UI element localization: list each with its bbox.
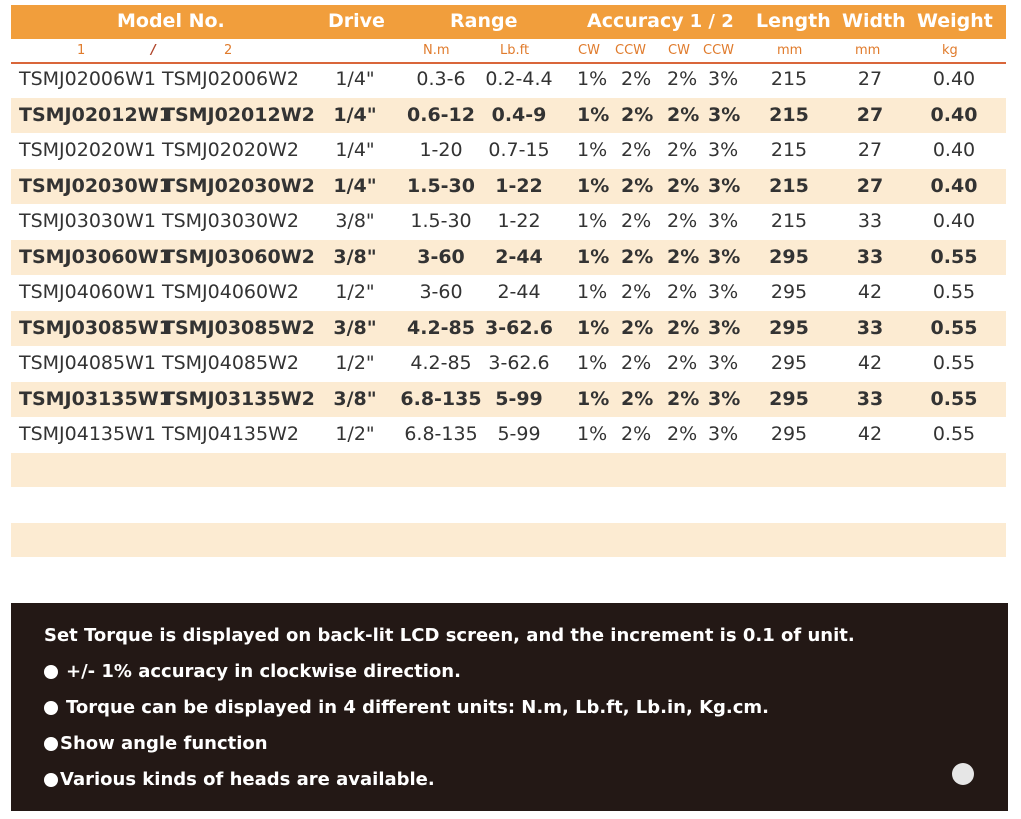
cell-width: 42	[857, 423, 883, 445]
cell-length: 295	[769, 245, 809, 268]
cell-accuracy-ccw-2: 3%	[708, 245, 741, 268]
cell-accuracy-cw-1: 1%	[577, 316, 610, 339]
cell-range-lbft: 3-62.6	[488, 352, 550, 374]
cell-drive: 1/2"	[335, 352, 375, 374]
cell-accuracy-cw-2: 2%	[667, 68, 698, 90]
subheader-cw-2: CW	[668, 43, 690, 58]
cell-accuracy-cw-1: 1%	[577, 352, 608, 374]
cell-weight: 0.40	[932, 139, 976, 161]
table-row	[11, 346, 1006, 382]
cell-model-2: TSMJ03060W2	[162, 245, 315, 268]
cell-width: 33	[856, 316, 884, 339]
cell-accuracy-ccw-1: 2%	[621, 387, 654, 410]
cell-range-lbft: 2-44	[497, 281, 541, 303]
notes-bullet-text: +/- 1% accuracy in clockwise direction.	[66, 661, 461, 682]
bullet-icon	[44, 701, 58, 715]
cell-drive: 3/8"	[333, 387, 377, 410]
notes-bullet	[44, 769, 435, 790]
cell-range-nm: 4.2-85	[410, 352, 472, 374]
cell-width: 27	[856, 103, 884, 126]
cell-accuracy-ccw-2: 3%	[708, 423, 739, 445]
header-weight: Weight	[917, 10, 993, 32]
header-model: Model No.	[117, 10, 225, 32]
header-accuracy-sub: 1 / 2	[689, 11, 734, 32]
cell-accuracy-cw-2: 2%	[667, 352, 698, 374]
cell-model-2: TSMJ02030W2	[162, 174, 315, 197]
cell-model-2: TSMJ04135W2	[162, 423, 299, 445]
cell-width: 33	[856, 387, 884, 410]
cell-accuracy-ccw-1: 2%	[621, 174, 654, 197]
cell-range-nm: 0.3-6	[416, 68, 466, 90]
cell-accuracy-cw-1: 1%	[577, 174, 610, 197]
cell-accuracy-ccw-1: 2%	[621, 352, 652, 374]
cell-accuracy-ccw-2: 3%	[708, 103, 741, 126]
cell-range-lbft: 1-22	[495, 174, 543, 197]
cell-model-1: TSMJ03085W1	[19, 316, 172, 339]
table-row	[11, 204, 1006, 240]
cell-accuracy-ccw-2: 3%	[708, 210, 739, 232]
cell-range-nm: 1.5-30	[410, 210, 472, 232]
cell-model-2: TSMJ02020W2	[162, 139, 299, 161]
cell-accuracy-ccw-1: 2%	[621, 423, 652, 445]
cell-width: 27	[857, 139, 883, 161]
cell-accuracy-cw-1: 1%	[577, 68, 608, 90]
cell-weight: 0.55	[930, 245, 978, 268]
cell-model-2: TSMJ02006W2	[162, 68, 299, 90]
cell-weight: 0.55	[930, 316, 978, 339]
notes-bullet-text: Torque can be displayed in 4 different units: N.m, Lb.ft, Lb.in, Kg.cm.	[66, 697, 770, 718]
cell-accuracy-cw-2: 2%	[667, 423, 698, 445]
table-row	[11, 169, 1006, 205]
cell-weight: 0.55	[932, 423, 976, 445]
table-subheader	[11, 40, 1006, 64]
cell-accuracy-cw-1: 1%	[577, 281, 608, 303]
cell-accuracy-cw-1: 1%	[577, 103, 610, 126]
cell-accuracy-ccw-1: 2%	[621, 68, 652, 90]
cell-accuracy-ccw-2: 3%	[708, 352, 739, 374]
cell-length: 215	[770, 210, 808, 232]
cell-accuracy-cw-2: 2%	[667, 387, 700, 410]
cell-weight: 0.40	[932, 68, 976, 90]
cell-accuracy-ccw-2: 3%	[708, 68, 739, 90]
cell-accuracy-ccw-2: 3%	[708, 387, 741, 410]
subheader-slash: /	[151, 43, 156, 58]
table-row	[11, 133, 1006, 169]
cell-accuracy-cw-1: 1%	[577, 210, 608, 232]
table-row	[11, 275, 1006, 311]
cell-accuracy-ccw-2: 3%	[708, 139, 739, 161]
cell-drive: 1/4"	[333, 174, 377, 197]
notes-bullet	[44, 733, 268, 754]
cell-drive: 1/4"	[335, 68, 375, 90]
cell-drive: 1/4"	[333, 103, 377, 126]
cell-width: 27	[857, 68, 883, 90]
cell-model-1: TSMJ02020W1	[19, 139, 156, 161]
cell-model-1: TSMJ04135W1	[19, 423, 156, 445]
cell-length: 215	[769, 103, 809, 126]
cell-model-1: TSMJ03030W1	[19, 210, 156, 232]
cell-accuracy-cw-2: 2%	[667, 103, 700, 126]
cell-width: 27	[856, 174, 884, 197]
cell-accuracy-cw-2: 2%	[667, 245, 700, 268]
notes-bullet-text: Various kinds of heads are available.	[60, 769, 435, 790]
cell-model-2: TSMJ03135W2	[162, 387, 315, 410]
empty-row	[11, 453, 1006, 487]
subheader-model-2: 2	[224, 43, 233, 58]
notes-intro: Set Torque is displayed on back-lit LCD screen, and the increment is 0.1 of unit.	[44, 625, 855, 646]
header-accuracy-label: Accuracy	[587, 10, 684, 32]
subheader-lbft: Lb.ft	[500, 43, 530, 58]
bullet-icon	[44, 665, 58, 679]
bullet-icon	[44, 773, 58, 787]
cell-weight: 0.40	[930, 174, 978, 197]
cell-width: 33	[857, 210, 883, 232]
cell-accuracy-ccw-1: 2%	[621, 103, 654, 126]
cell-weight: 0.40	[932, 210, 976, 232]
cell-model-2: TSMJ04060W2	[162, 281, 299, 303]
cell-accuracy-cw-2: 2%	[667, 316, 700, 339]
cell-model-1: TSMJ02030W1	[19, 174, 172, 197]
cell-range-nm: 6.8-135	[400, 387, 482, 410]
cell-drive: 1/4"	[335, 139, 375, 161]
table-row	[11, 311, 1006, 347]
subheader-cw-1: CW	[578, 43, 600, 58]
cell-range-lbft: 0.7-15	[488, 139, 550, 161]
cell-accuracy-cw-2: 2%	[667, 174, 700, 197]
cell-drive: 3/8"	[333, 245, 377, 268]
subheader-model-1: 1	[77, 43, 86, 58]
cell-range-nm: 3-60	[419, 281, 463, 303]
cell-model-1: TSMJ04060W1	[19, 281, 156, 303]
cell-weight: 0.55	[932, 281, 976, 303]
notes-bullet	[44, 697, 769, 718]
cell-range-lbft: 0.2-4.4	[485, 68, 553, 90]
notes-panel	[11, 603, 1008, 811]
cell-range-nm: 1.5-30	[407, 174, 475, 197]
cell-length: 215	[770, 68, 808, 90]
cell-range-nm: 0.6-12	[407, 103, 475, 126]
cell-length: 295	[770, 352, 808, 374]
cell-length: 295	[769, 316, 809, 339]
subheader-width-unit: mm	[855, 43, 881, 58]
empty-row	[11, 523, 1006, 557]
cell-range-nm: 3-60	[417, 245, 465, 268]
subheader-weight-unit: kg	[942, 43, 958, 58]
table-header	[11, 5, 1006, 39]
cell-model-2: TSMJ04085W2	[162, 352, 299, 374]
table-body	[11, 62, 1006, 453]
cell-range-lbft: 5-99	[495, 387, 543, 410]
cell-model-2: TSMJ03085W2	[162, 316, 315, 339]
notes-bullet	[44, 661, 461, 682]
cell-accuracy-cw-1: 1%	[577, 139, 608, 161]
header-width: Width	[842, 10, 906, 32]
cell-width: 42	[857, 352, 883, 374]
cell-accuracy-cw-1: 1%	[577, 387, 610, 410]
cell-drive: 3/8"	[333, 316, 377, 339]
cell-model-1: TSMJ02006W1	[19, 68, 156, 90]
cell-accuracy-cw-2: 2%	[667, 210, 698, 232]
table-row	[11, 417, 1006, 453]
cell-length: 295	[770, 281, 808, 303]
cell-model-2: TSMJ02012W2	[162, 103, 315, 126]
cell-range-lbft: 3-62.6	[485, 316, 553, 339]
cell-weight: 0.40	[930, 103, 978, 126]
cell-model-2: TSMJ03030W2	[162, 210, 299, 232]
table-row	[11, 62, 1006, 98]
cell-drive: 3/8"	[335, 210, 375, 232]
cell-accuracy-ccw-1: 2%	[621, 245, 654, 268]
cell-range-nm: 4.2-85	[407, 316, 475, 339]
subheader-ccw-2: CCW	[703, 43, 735, 58]
cell-accuracy-cw-2: 2%	[667, 281, 698, 303]
header-accuracy	[587, 10, 734, 32]
cell-accuracy-ccw-2: 3%	[708, 316, 741, 339]
cell-model-1: TSMJ03060W1	[19, 245, 172, 268]
header-drive: Drive	[328, 10, 385, 32]
cell-drive: 1/2"	[335, 423, 375, 445]
cell-accuracy-ccw-1: 2%	[621, 316, 654, 339]
subheader-length-unit: mm	[777, 43, 803, 58]
cell-range-nm: 1-20	[419, 139, 463, 161]
cell-range-lbft: 0.4-9	[491, 103, 547, 126]
cell-accuracy-cw-2: 2%	[667, 139, 698, 161]
cell-accuracy-ccw-2: 3%	[708, 174, 741, 197]
decorative-dot-icon	[952, 763, 974, 785]
cell-accuracy-ccw-1: 2%	[621, 139, 652, 161]
notes-bullet-text: Show angle function	[60, 733, 268, 754]
cell-weight: 0.55	[930, 387, 978, 410]
cell-model-1: TSMJ04085W1	[19, 352, 156, 374]
cell-accuracy-cw-1: 1%	[577, 245, 610, 268]
subheader-ccw-1: CCW	[615, 43, 647, 58]
subheader-nm: N.m	[423, 43, 450, 58]
cell-width: 42	[857, 281, 883, 303]
cell-length: 215	[769, 174, 809, 197]
cell-drive: 1/2"	[335, 281, 375, 303]
bullet-icon	[44, 737, 58, 751]
cell-range-lbft: 1-22	[497, 210, 541, 232]
cell-length: 295	[769, 387, 809, 410]
cell-range-nm: 6.8-135	[404, 423, 478, 445]
cell-range-lbft: 5-99	[497, 423, 541, 445]
cell-range-lbft: 2-44	[495, 245, 543, 268]
table-row	[11, 98, 1006, 134]
cell-model-1: TSMJ03135W1	[19, 387, 172, 410]
cell-accuracy-ccw-2: 3%	[708, 281, 739, 303]
cell-accuracy-ccw-1: 2%	[621, 281, 652, 303]
cell-accuracy-ccw-1: 2%	[621, 210, 652, 232]
table-row	[11, 240, 1006, 276]
header-range: Range	[450, 10, 518, 32]
cell-model-1: TSMJ02012W1	[19, 103, 172, 126]
cell-length: 295	[770, 423, 808, 445]
cell-length: 215	[770, 139, 808, 161]
table-row	[11, 382, 1006, 418]
cell-accuracy-cw-1: 1%	[577, 423, 608, 445]
header-length: Length	[756, 10, 831, 32]
cell-weight: 0.55	[932, 352, 976, 374]
cell-width: 33	[856, 245, 884, 268]
